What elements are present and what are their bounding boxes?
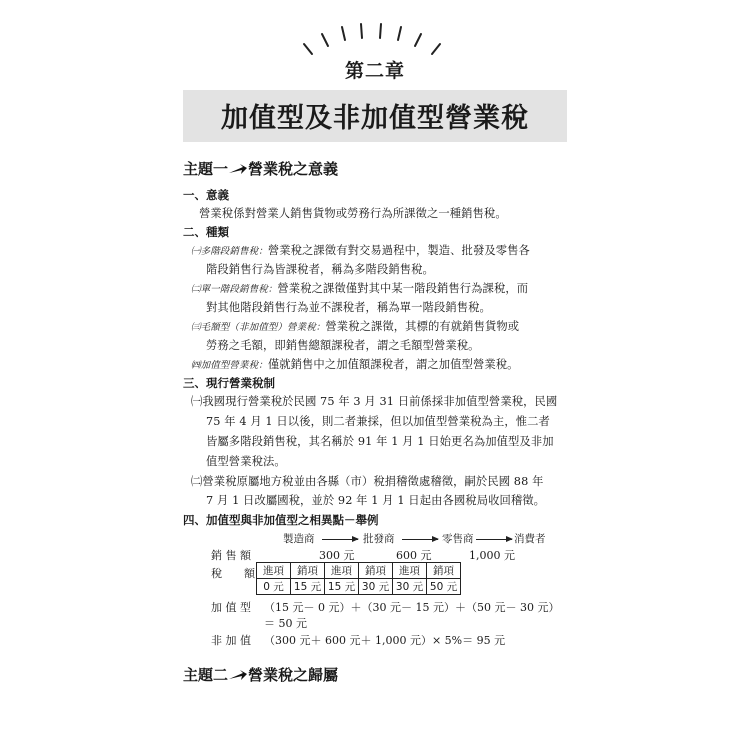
chapter-label: 第二章 [344,60,405,82]
topic-1-heading [183,158,338,179]
vat-formula: （15 元－ 0 元）＋（30 元－ 15 元）＋（50 元－ 30 元） [264,601,560,614]
nonvat-formula: （300 元＋ 600 元＋ 1,000 元）× 5%＝ 95 元 [264,634,506,647]
tax-header-cell: 進項 [325,563,359,579]
tax-value-cell: 15 元 [325,579,359,595]
section-2-item-1-label: ㈠多階段銷售稅： [191,246,268,257]
section-2-item-3-label: ㈢毛額型（非加值型）營業稅： [191,322,326,333]
section-2-item-1-line-1: ㈠多階段銷售稅：營業稅之課徵有對交易過程中，製造、批發及零售各 [191,244,530,257]
tax-value-cell: 0 元 [257,579,291,595]
section-1-body: 營業稅係對營業人銷售貨物或勞務行為所課徵之一種銷售稅。 [199,207,507,220]
sales-wholesaler: 600 元 [396,549,432,562]
section-3-item-1-line-4: 值型營業稅法。 [206,455,286,468]
section-2-heading: 二、種類 [183,225,229,239]
section-2-item-4-line-1: ㈣加值型營業稅：僅就銷售中之加值額課稅者，謂之加值型營業稅。 [191,358,519,371]
section-3-item-2-line-1: ㈡營業稅原屬地方稅並由各縣（市）稅捐稽徵處稽徵，嗣於民國 88 年 [191,475,544,488]
tax-value-row [257,579,461,595]
vat-result: ＝ 50 元 [264,617,307,630]
tax-table [256,562,461,595]
topic-2-prefix: 主題二 [183,666,229,684]
tax-label: 稅 額 [211,567,255,580]
sales-retailer: 1,000 元 [469,549,515,562]
tax-header-cell: 進項 [257,563,291,579]
topic-1-prefix: 主題一 [183,160,229,178]
flow-arrow-2 [402,539,438,540]
section-3-heading: 三、現行營業稅制 [183,376,275,390]
section-4-heading: 四、加值型與非加值型之相異點－舉例 [183,513,379,527]
section-3-item-1-line-2: 75 年 4 月 1 日以後，則二者兼採，但以加值型營業稅為主，惟二者 [206,415,550,428]
decorative-rays [300,20,450,60]
flow-manufacturer: 製造商 [283,533,315,545]
section-1-heading: 一、意義 [183,188,229,202]
tax-value-cell: 30 元 [393,579,427,595]
tax-header-cell: 銷項 [359,563,393,579]
section-2-item-2-label: ㈡單一階段銷售稅： [191,284,278,295]
section-2-item-2-line-2: 對其他階段銷售行為並不課稅者，稱為單一階段銷售稅。 [206,301,491,314]
section-3-item-1-line-3: 皆屬多階段銷售稅，其名稱於 91 年 1 月 1 日始更名為加值型及非加 [206,435,554,448]
arrow-icon [229,670,247,682]
section-3-item-2-line-2: 7 月 1 日改屬國稅，並於 92 年 1 月 1 日起由各國稅局收回稽徵。 [206,494,546,507]
nonvat-label: 非 加 值 [211,634,251,647]
topic-1-text: 營業稅之意義 [248,160,339,178]
chapter-title: 加值型及非加值型營業稅 [221,103,529,134]
topic-2-heading [183,664,338,685]
flow-arrow-3 [476,539,512,540]
flow-wholesaler: 批發商 [363,533,395,545]
flow-retailer: 零售商 [442,533,474,545]
topic-2-text: 營業稅之歸屬 [248,666,339,684]
tax-value-cell: 15 元 [291,579,325,595]
section-2-item-3-line-2: 勞務之毛額，即銷售總額課稅者，謂之毛額型營業稅。 [206,339,480,352]
section-2-item-1-line-2: 階段銷售行為皆課稅者，稱為多階段銷售稅。 [206,263,434,276]
section-2-item-2-line-1: ㈡單一階段銷售稅：營業稅之課徵僅對其中某一階段銷售行為課稅，而 [191,282,529,295]
section-2-item-4-label: ㈣加值型營業稅： [191,360,268,371]
sales-manufacturer: 300 元 [319,549,355,562]
tax-header-cell: 進項 [393,563,427,579]
section-2-item-3-line-1: ㈢毛額型（非加值型）營業稅：營業稅之課徵，其標的有就銷售貨物或 [191,320,520,333]
tax-header-row [257,563,461,579]
tax-value-cell: 50 元 [427,579,461,595]
vat-label: 加 值 型 [211,601,251,614]
tax-header-cell: 銷項 [291,563,325,579]
flow-arrow-1 [322,539,358,540]
tax-header-cell: 銷項 [427,563,461,579]
section-3-item-1-line-1: ㈠我國現行營業稅於民國 75 年 3 月 31 日前係採非加值型營業稅，民國 [191,395,558,408]
tax-value-cell: 30 元 [359,579,393,595]
flow-consumer: 消費者 [514,533,546,545]
arrow-icon [229,164,247,176]
sales-label: 銷 售 額 [211,549,251,562]
